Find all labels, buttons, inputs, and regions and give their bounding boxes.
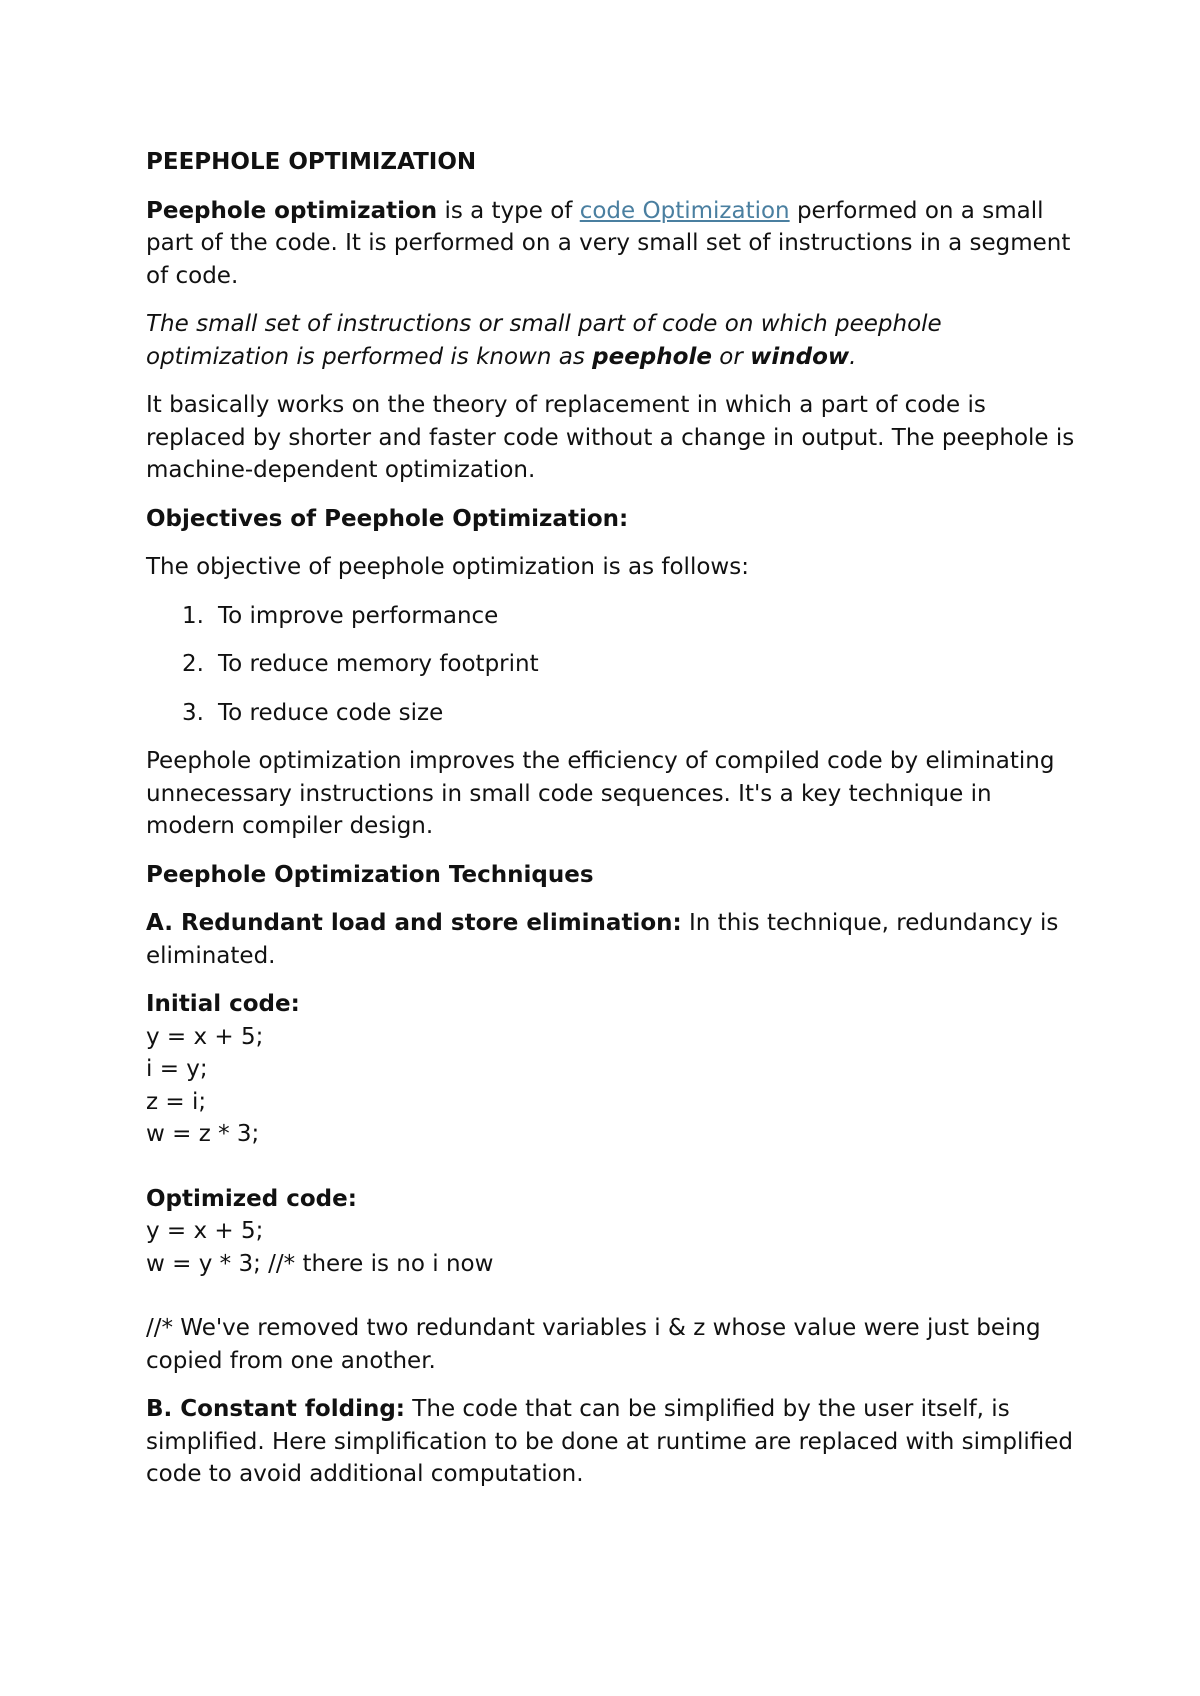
techniques-heading: Peephole Optimization Techniques [146,861,594,888]
code-line: w = z * 3; [146,1121,260,1147]
initial-code-label: Initial code: [146,991,300,1017]
definition-text-1: The small set of instructions or small part of code on which peephole optimization is performed is known as [146,311,942,370]
objectives-intro: The objective of peephole optimization is as follows: [146,554,749,580]
document-page [146,146,1086,1507]
technique-a-label: A. Redundant load and store elimination: [146,910,682,936]
definition-text-3: . [849,343,857,370]
page-title: PEEPHOLE OPTIMIZATION [146,149,477,175]
intro-term: Peephole optimization [146,197,438,224]
list-item-number: 3. [182,699,204,726]
code-optimization-link[interactable]: code Optimization [579,197,790,224]
objectives-heading: Objectives of Peephole Optimization: [146,505,629,532]
theory-paragraph: It basically works on the theory of replacement in which a part of code is replaced by shorter and faster code without a change in output. The peephole is machine-dependent optimization. [146,392,1075,483]
list-item-text: To reduce memory footprint [218,651,539,677]
code-line: y = x + 5; [146,1218,264,1244]
list-item-text: To improve performance [218,602,499,629]
objectives-list [146,600,1086,730]
list-item [146,697,1086,730]
technique-b-paragraph [146,1393,1086,1491]
optimized-code-label: Optimized code: [146,1185,357,1212]
list-item-number: 2. [182,651,204,677]
definition-term-peephole: peephole [592,343,712,370]
technique-b-label: B. Constant folding: [146,1396,405,1422]
code-line: y = x + 5; [146,1023,264,1050]
list-item [146,648,1086,681]
code-line: z = i; [146,1088,207,1115]
initial-code-block [146,988,1086,1151]
intro-text-1: is a type of [437,197,580,224]
intro-paragraph [146,195,1086,293]
list-item-text: To reduce code size [218,699,444,726]
optimized-code-block [146,1183,1086,1281]
comment-paragraph: //* We've removed two redundant variables i & z whose value were just being copied from one another. [146,1315,1041,1374]
summary-paragraph: Peephole optimization improves the efficiency of compiled code by eliminating unnecessary instructions in small code sequences. It's a key technique in modern compiler design. [146,748,1055,839]
list-item-number: 1. [182,602,204,629]
definition-paragraph [146,308,1086,373]
intro-text-2: performed on a small part of the code. It is performed on a very small set of instructions in a segment of code. [146,197,1071,289]
code-line: w = y * 3; //* there is no i now [146,1250,494,1277]
definition-text-2: or [711,343,751,370]
definition-term-window: window [750,343,850,370]
technique-b-text: The code that can be simplified by the user itself, is simplified. Here simplification to be done at runtime are replaced with simplified code to avoid additional computation. [146,1396,1074,1487]
technique-a-paragraph [146,907,1086,972]
code-line: i = y; [146,1056,208,1082]
technique-a-text: In this technique, redundancy is eliminated. [146,910,1059,969]
list-item [146,600,1086,633]
